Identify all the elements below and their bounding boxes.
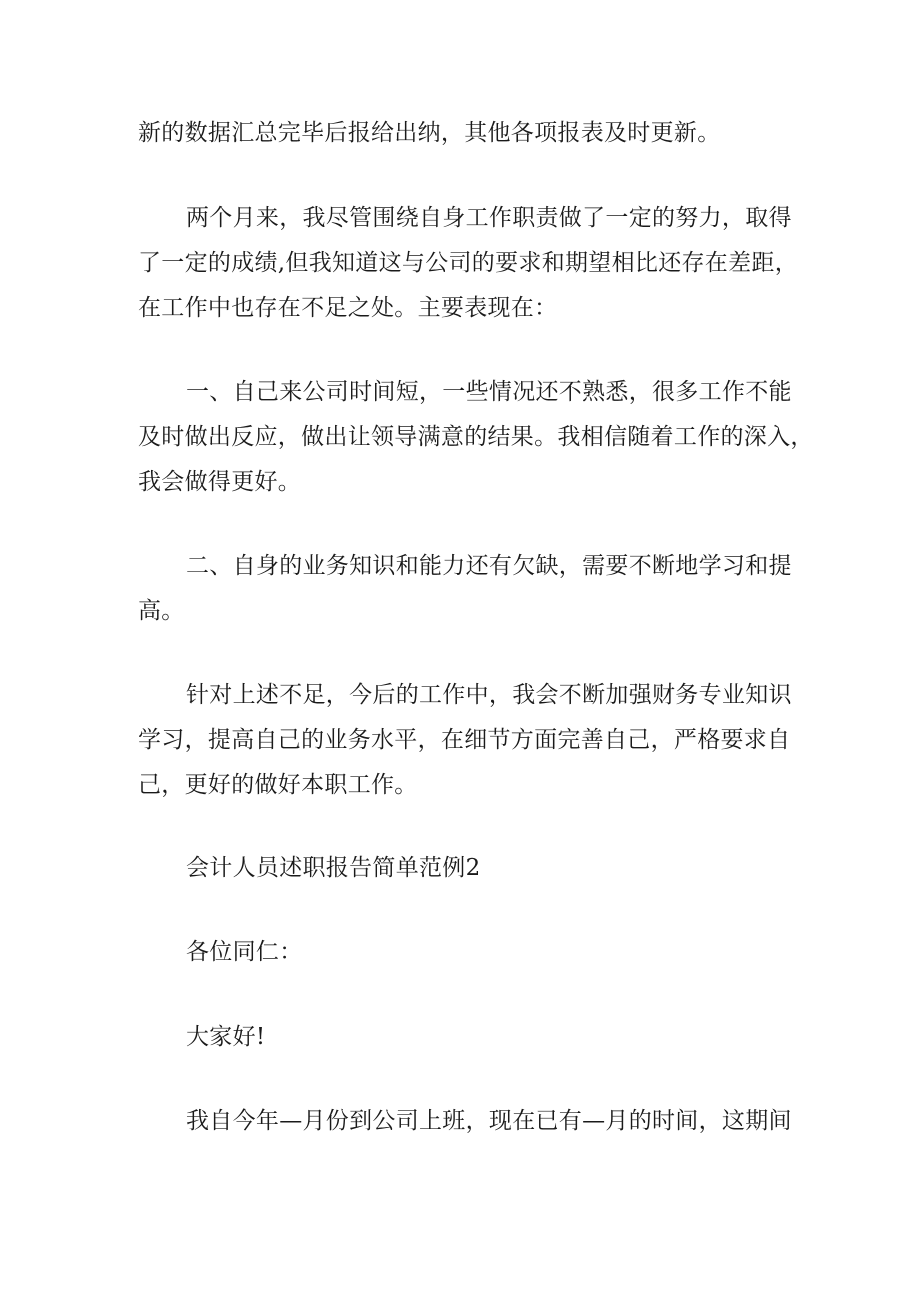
paragraph-line-8: 二、自身的业务知识和能力还有欠缺，需要不断地学习和提 [186, 553, 792, 579]
paragraph-line-3: 了一定的成绩,但我知道这与公司的要求和期望相比还存在差距， [138, 250, 799, 276]
greeting-line: 大家好! [186, 1024, 266, 1050]
paragraph-line-7: 我会做得更好。 [138, 469, 302, 495]
paragraph-line-9: 高。 [138, 598, 185, 624]
paragraph-line-11: 学习，提高自己的业务水平，在细节方面完善自己，严格要求自 [138, 727, 791, 753]
paragraph-line-2: 两个月来，我尽管围绕自身工作职责做了一定的努力，取得 [186, 205, 792, 231]
salutation-line: 各位同仁： [186, 939, 303, 965]
paragraph-line-1: 新的数据汇总完毕后报给出纳，其他各项报表及时更新。 [138, 120, 721, 146]
paragraph-line-4: 在工作中也存在不足之处。主要表现在： [138, 295, 558, 321]
paragraph-line-12: 己，更好的做好本职工作。 [138, 772, 418, 798]
paragraph-line-16: 我自今年—月份到公司上班，现在已有—月的时间，这期间 [186, 1108, 792, 1134]
paragraph-line-10: 针对上述不足，今后的工作中，我会不断加强财务专业知识 [186, 682, 792, 708]
section-heading: 会计人员述职报告简单范例2 [186, 855, 481, 881]
paragraph-line-6: 及时做出反应，做出让领导满意的结果。我相信随着工作的深入， [138, 424, 814, 450]
paragraph-line-5: 一、自己来公司时间短，一些情况还不熟悉，很多工作不能 [186, 379, 792, 405]
